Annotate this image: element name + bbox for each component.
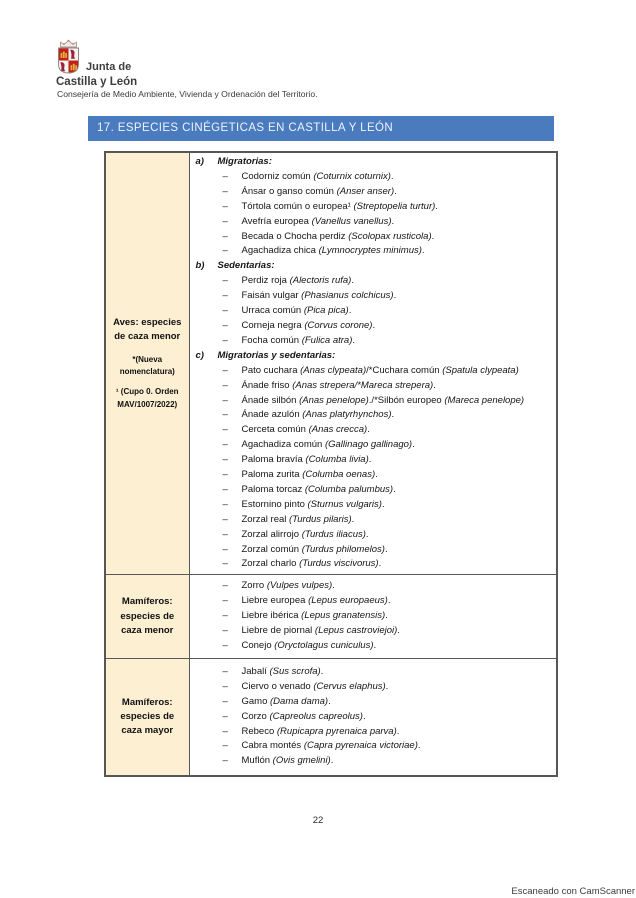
table-row [105,575,557,659]
row-content-cell [189,575,557,659]
logo-text-line2: Castilla y León [56,76,138,88]
species-item: – Muflón (Ovis gmelini). [222,755,334,767]
species-item: – Rebeco (Rupicapra pyrenaica parva). [222,725,400,737]
row-header-line: Mamíferos: especies de caza mayor [120,696,175,737]
species-item: – Becada o Chocha perdiz (Scolopax rusticola). [222,230,435,242]
species-table [104,151,558,777]
department-line: Consejería de Medio Ambiente, Vivienda y Ordenación del Territorio. [57,89,318,99]
species-item: – Ánade azulón (Anas platyrhynchos). [222,409,395,421]
species-item: – Urraca común (Pica pica). [222,305,352,317]
species-item: – Zorzal real (Turdus pilaris). [222,513,355,525]
species-item: – Cerceta común (Anas crecca). [222,424,370,436]
page-number: 22 [312,815,324,826]
section-title: 17. ESPECIES CINÉGETICAS EN CASTILLA Y LEÓN [97,122,394,134]
species-item: – Agachadiza común (Gallinago gallinago). [222,439,415,451]
species-item: – Estornino pinto (Sturnus vulgaris). [222,498,385,510]
species-item: – Zorro (Vulpes vulpes). [222,580,335,592]
row-content-cell [189,152,557,575]
table-row [105,152,557,575]
species-item: – Zorzal alirrojo (Turdus iliacus). [222,528,369,540]
species-item: – Liebre de piornal (Lepus castroviejoi). [222,625,400,637]
junta-logo [56,39,137,88]
species-item: – Paloma torcaz (Columba palumbus). [222,483,396,495]
species-item: – Conejo (Oryctolagus cuniculus). [222,640,377,651]
species-item: – Jabalí (Sus scrofa). [222,665,324,677]
species-item: – Perdiz roja (Alectoris rufa). [222,275,354,287]
row-header-cell [105,575,189,659]
coat-of-arms-icon [56,39,81,75]
species-item: – Paloma zurita (Columba oenas). [222,469,378,481]
species-item: – Cabra montés (Capra pyrenaica victoriae). [222,740,421,752]
group-heading: a) Migratorias: [195,156,272,167]
row-header-line: Aves: especies de caza menor [113,317,182,343]
scanner-credit: Escaneado con CamScanner [511,886,635,897]
species-item: – Liebre europea (Lepus europaeus). [222,595,391,607]
species-item: – Ánade friso (Anas strepera/*Mareca strepera). [222,379,436,391]
row-header-line: Mamíferos: especies de caza menor [120,596,175,636]
species-item: – Ánsar o ganso común (Anser anser). [222,185,397,197]
species-item: – Zorzal charlo (Turdus viscivorus). [222,558,382,570]
species-item: – Liebre ibérica (Lepus granatensis). [222,610,388,622]
species-item: – Paloma bravía (Columba livia). [222,454,372,466]
species-item: – Avefría europea (Vanellus vanellus). [222,215,395,227]
species-item: – Agachadiza chica (Lymnocryptes minimus). [222,245,425,257]
species-item: – Tórtola común o europea¹ (Streptopelia turtur). [222,200,438,212]
row-header-cell [105,658,189,776]
species-item: – Zorzal común (Turdus philomelos). [222,543,388,555]
species-item: – Ciervo o venado (Cervus elaphus). [222,680,389,692]
species-item: – Focha común (Fulica atra). [222,334,356,346]
logo-text-line1: Junta de [86,61,132,73]
species-item: – Ánade silbón (Anas penelope)./*Silbón europeo (Mareca penelope) [222,394,525,406]
species-item: – Corneja negra (Corvus corone). [222,319,376,331]
row-header-line: ¹ (Cupo 0. Orden MAV/1007/2022) [115,387,179,409]
species-item: – Corzo (Capreolus capreolus). [222,710,366,722]
species-item: – Faisán vulgar (Phasianus colchicus). [222,290,397,302]
species-item: – Gamo (Dama dama). [222,695,331,707]
row-header-line: *(Nueva nomenclatura) [119,354,175,377]
group-heading: c) Migratorias y sedentarias: [195,349,336,361]
table-row [105,658,557,776]
species-item: – Pato cuchara (Anas clypeata)/*Cuchara común (Spatula clypeata) [222,364,519,376]
row-header-cell [105,152,189,575]
row-content-cell [189,658,557,776]
group-heading: b) Sedentarias: [195,260,275,272]
species-table-body [105,152,557,776]
section-title-banner [88,116,554,141]
species-item: – Codorniz común (Coturnix coturnix). [222,170,394,182]
